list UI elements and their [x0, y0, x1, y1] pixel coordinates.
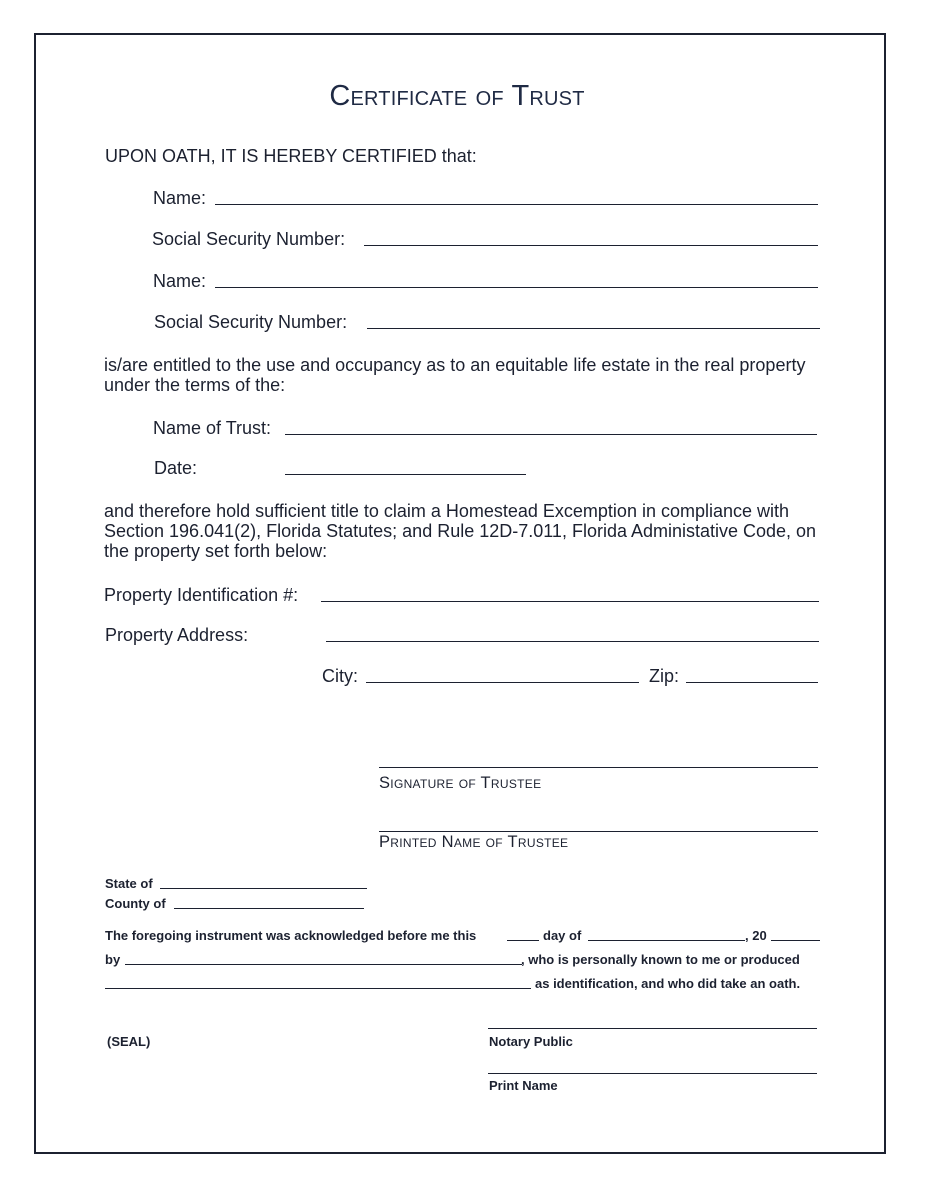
ack-month-field[interactable]	[588, 940, 745, 941]
state-of-field[interactable]	[160, 888, 367, 889]
county-of-field[interactable]	[174, 908, 364, 909]
acknowledgment-prefix: The foregoing instrument was acknowledged before me this	[105, 928, 477, 943]
notary-print-name-line[interactable]	[488, 1073, 817, 1074]
ssn-1-label: Social Security Number:	[152, 229, 346, 249]
day-of-label: day of	[543, 928, 582, 943]
name-2-label: Name:	[153, 271, 207, 291]
notary-public-label: Notary Public	[489, 1034, 573, 1049]
homestead-paragraph: and therefore hold sufficient title to claim a Homestead Excemption in compliance with Section 196.041(2), Florida Statutes; and Rule 12D-7.011, Florida Administative Code, on the property set forth below:	[104, 501, 817, 561]
trust-name-field[interactable]	[285, 434, 817, 435]
ssn-1-field[interactable]	[364, 245, 818, 246]
trustee-signature-label: Signature of Trustee	[379, 774, 542, 792]
name-1-field[interactable]	[215, 204, 818, 205]
county-of-label: County of	[105, 896, 166, 911]
city-field[interactable]	[366, 682, 639, 683]
date-label: Date:	[154, 458, 198, 478]
identification-text: as identification, and who did take an oath.	[535, 976, 801, 991]
property-address-label: Property Address:	[105, 625, 249, 645]
ssn-2-label: Social Security Number:	[154, 312, 348, 332]
ack-day-field[interactable]	[507, 940, 539, 941]
trust-name-label: Name of Trust:	[153, 418, 272, 438]
property-id-label: Property Identification #:	[104, 585, 299, 605]
ack-year-field[interactable]	[771, 940, 820, 941]
zip-label: Zip:	[649, 666, 680, 686]
date-field[interactable]	[285, 474, 526, 475]
trustee-signature-line[interactable]	[379, 767, 818, 768]
seal-label: (SEAL)	[107, 1034, 151, 1049]
property-address-field[interactable]	[326, 641, 819, 642]
ssn-2-field[interactable]	[367, 328, 820, 329]
state-of-label: State of	[105, 876, 153, 891]
trustee-printed-name-label: Printed Name of Trustee	[379, 833, 569, 851]
trustee-printed-name-line[interactable]	[379, 831, 818, 832]
property-id-field[interactable]	[321, 601, 819, 602]
year-prefix-label: , 20	[745, 928, 767, 943]
print-name-label: Print Name	[489, 1078, 558, 1093]
entitlement-paragraph: is/are entitled to the use and occupancy as to an equitable life estate in the real property under the terms of the:	[104, 355, 806, 395]
notary-public-signature-line[interactable]	[488, 1028, 817, 1029]
zip-field[interactable]	[686, 682, 818, 683]
name-2-field[interactable]	[215, 287, 818, 288]
name-1-label: Name:	[153, 188, 207, 208]
identification-field[interactable]	[105, 988, 531, 989]
city-label: City:	[322, 666, 358, 686]
by-field[interactable]	[125, 964, 522, 965]
personally-known-text: , who is personally known to me or produced	[521, 952, 800, 967]
certification-intro: UPON OATH, IT IS HEREBY CERTIFIED that:	[105, 146, 477, 166]
document-title: Certificate of Trust	[329, 80, 585, 112]
by-label: by	[105, 952, 121, 967]
